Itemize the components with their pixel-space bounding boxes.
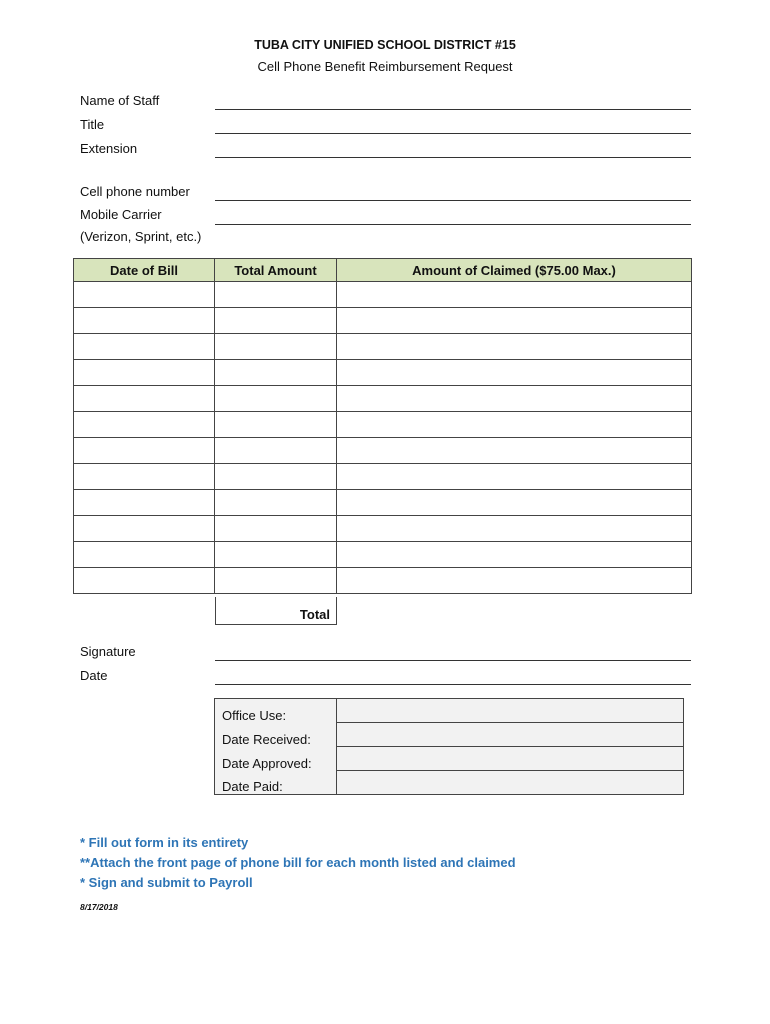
table-row [74, 438, 692, 464]
date-of-bill-cell[interactable] [74, 490, 215, 516]
table-row [74, 308, 692, 334]
date-of-bill-cell[interactable] [74, 334, 215, 360]
extension-label: Extension [80, 141, 138, 156]
table-row [74, 490, 692, 516]
note-fill-out: * Fill out form in its entirety [80, 835, 249, 850]
amount-claimed-cell[interactable] [337, 412, 692, 438]
total-amount-cell[interactable] [215, 568, 337, 594]
date-of-bill-cell[interactable] [74, 464, 215, 490]
date-approved-row [215, 747, 684, 771]
table-row [74, 464, 692, 490]
total-amount-cell[interactable] [215, 438, 337, 464]
header-total-amount: Total Amount [215, 259, 337, 282]
cell-phone-label: Cell phone number [80, 184, 190, 199]
table-row [74, 360, 692, 386]
total-amount-cell[interactable] [215, 334, 337, 360]
date-approved-label: Date Approved: [215, 747, 337, 771]
table-row [74, 542, 692, 568]
signature-field[interactable] [215, 660, 691, 661]
form-subtitle: Cell Phone Benefit Reimbursement Request [257, 59, 513, 74]
staff-name-label: Name of Staff [80, 93, 160, 108]
date-field[interactable] [215, 684, 691, 685]
date-received-row [215, 723, 684, 747]
total-label: Total [299, 607, 330, 622]
table-row [74, 412, 692, 438]
date-of-bill-cell[interactable] [74, 412, 215, 438]
total-amount-cell[interactable] [215, 412, 337, 438]
date-of-bill-cell[interactable] [74, 542, 215, 568]
total-amount-cell[interactable] [215, 516, 337, 542]
date-paid-row [215, 771, 684, 795]
signature-label: Signature [80, 644, 136, 659]
amount-claimed-cell[interactable] [337, 308, 692, 334]
table-row [74, 386, 692, 412]
staff-title-label: Title [80, 117, 105, 132]
form-title: TUBA CITY UNIFIED SCHOOL DISTRICT #15 [254, 38, 516, 52]
total-amount-cell[interactable] [215, 542, 337, 568]
note-attach-bill: **Attach the front page of phone bill for each month listed and claimed [80, 855, 516, 870]
date-label: Date [80, 668, 108, 683]
bills-body [74, 282, 692, 594]
table-row [74, 516, 692, 542]
office-use-heading: Office Use: [215, 699, 337, 723]
total-amount-cell[interactable] [215, 308, 337, 334]
date-of-bill-cell[interactable] [74, 516, 215, 542]
carrier-label: Mobile Carrier [80, 207, 162, 222]
staff-name-field[interactable] [215, 109, 691, 110]
date-of-bill-cell[interactable] [74, 386, 215, 412]
header-date-of-bill: Date of Bill [74, 259, 215, 282]
header-amount-claimed: Amount of Claimed ($75.00 Max.) [337, 259, 692, 282]
office-use-row [215, 699, 684, 723]
total-amount-cell[interactable] [215, 464, 337, 490]
amount-claimed-cell[interactable] [337, 542, 692, 568]
amount-claimed-cell[interactable] [337, 360, 692, 386]
date-received-value[interactable] [337, 723, 684, 747]
amount-claimed-cell[interactable] [337, 516, 692, 542]
extension-field[interactable] [215, 157, 691, 158]
amount-claimed-cell[interactable] [337, 386, 692, 412]
bills-table [73, 258, 692, 594]
total-amount-cell[interactable] [215, 386, 337, 412]
carrier-hint: (Verizon, Sprint, etc.) [80, 229, 202, 244]
amount-claimed-cell[interactable] [337, 464, 692, 490]
cell-phone-field[interactable] [215, 200, 691, 201]
revision-date: 8/17/2018 [80, 902, 118, 912]
amount-claimed-cell[interactable] [337, 282, 692, 308]
date-approved-value[interactable] [337, 747, 684, 771]
date-of-bill-cell[interactable] [74, 282, 215, 308]
amount-claimed-cell[interactable] [337, 334, 692, 360]
note-sign-submit: * Sign and submit to Payroll [80, 875, 253, 890]
amount-claimed-cell[interactable] [337, 438, 692, 464]
total-cell[interactable] [215, 597, 337, 625]
table-row [74, 282, 692, 308]
date-received-label: Date Received: [215, 723, 337, 747]
date-paid-value[interactable] [337, 771, 684, 795]
total-amount-cell[interactable] [215, 282, 337, 308]
date-of-bill-cell[interactable] [74, 568, 215, 594]
date-of-bill-cell[interactable] [74, 308, 215, 334]
total-amount-cell[interactable] [215, 490, 337, 516]
date-of-bill-cell[interactable] [74, 438, 215, 464]
total-amount-cell[interactable] [215, 360, 337, 386]
amount-claimed-cell[interactable] [337, 568, 692, 594]
table-row [74, 568, 692, 594]
bills-header-row [74, 259, 692, 282]
staff-title-field[interactable] [215, 133, 691, 134]
table-row [74, 334, 692, 360]
carrier-field[interactable] [215, 224, 691, 225]
amount-claimed-cell[interactable] [337, 490, 692, 516]
office-use-value[interactable] [337, 699, 684, 723]
office-use-table [214, 698, 684, 795]
date-paid-label: Date Paid: [215, 771, 337, 795]
date-of-bill-cell[interactable] [74, 360, 215, 386]
